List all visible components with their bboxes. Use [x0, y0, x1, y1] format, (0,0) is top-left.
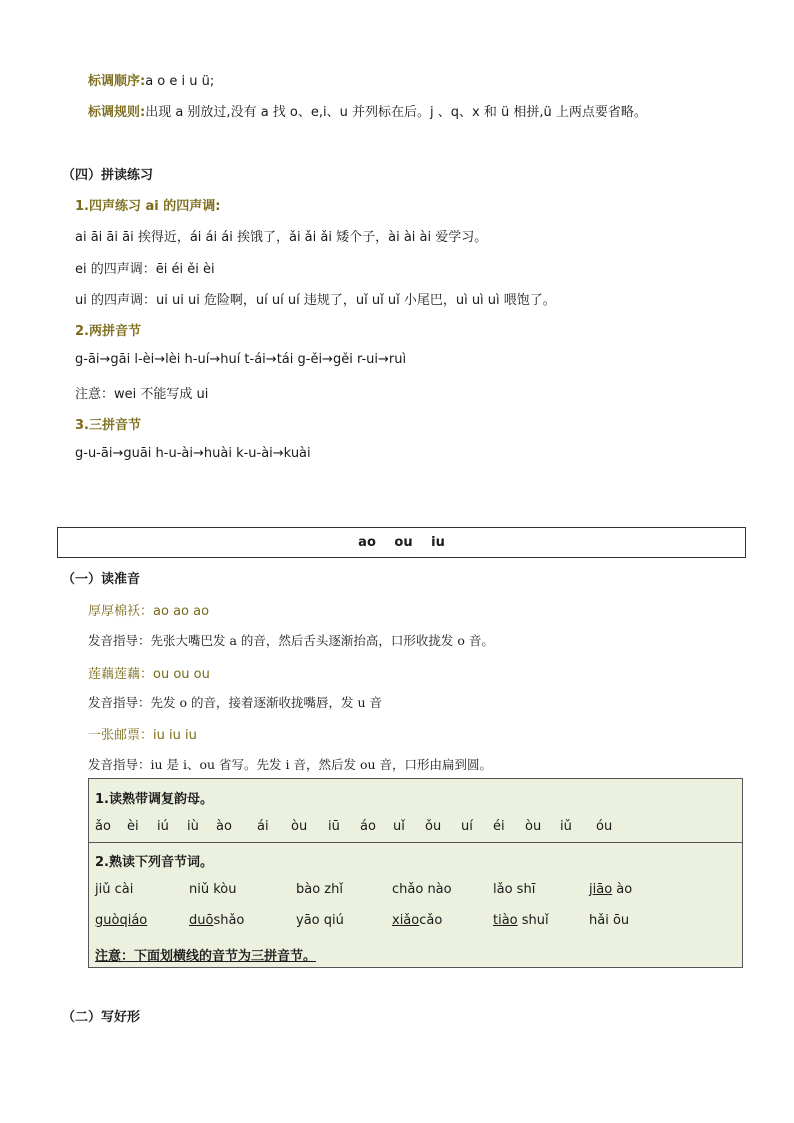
iu-guide: 发音指导：iu 是 i、ou 省写。先发 i 音，然后发 ou 音，口形由扁到圆。: [88, 757, 493, 772]
syllable-first: guò: [95, 913, 120, 928]
syllable-second: qiáo: [119, 913, 148, 928]
tone-final: óu: [596, 819, 613, 834]
tone-final: ǒu: [425, 819, 442, 834]
tone-final: òu: [525, 819, 542, 834]
tone-final: iù: [187, 819, 199, 834]
ei-tones-line: ei 的四声调：ēi éi ěi èi: [75, 262, 215, 277]
syllable-second: cǎo: [419, 913, 443, 928]
lesson-title-box: ao ou iu: [57, 527, 746, 558]
section-heading-write-shapes: （二）写好形: [62, 1010, 141, 1025]
section-heading-practice: （四）拼读练习: [62, 168, 154, 183]
section-heading-read-sounds: （一）读准音: [62, 572, 141, 587]
syllable-second: zhǐ: [320, 882, 343, 897]
syllable-first: lǎo: [493, 882, 513, 897]
two-part-syllables-line: g-āi→gāi l-èi→lèi h-uí→huí t-ái→tái g-ěi→gěi r-ui→ruì: [75, 352, 407, 367]
sub-heading-two-part: 2.两拼音节: [75, 324, 141, 339]
syllable-word: [189, 913, 244, 928]
syllable-first: hǎi: [589, 913, 609, 928]
syllable-word: [392, 882, 452, 897]
ao-label: 厚厚棉袄：: [88, 604, 154, 619]
tone-rule-line: [88, 101, 647, 120]
iu-text: iu iu iu: [153, 728, 197, 743]
syllable-second: cài: [110, 882, 134, 897]
tone-final: uí: [461, 819, 473, 834]
syllable-second: shuǐ: [517, 913, 549, 928]
tone-final: áo: [360, 819, 376, 834]
syllable-first: xiǎo: [392, 913, 420, 928]
syllable-first: jiǔ: [95, 882, 111, 897]
tone-final: uǐ: [393, 819, 405, 834]
ou-label: 莲藕莲藕：: [88, 667, 154, 682]
syllable-word: [392, 913, 442, 928]
tone-order-text: a o e i u ü;: [145, 74, 215, 89]
iu-label: 一张邮票：: [88, 728, 154, 743]
tone-order-label: 标调顺序:: [88, 74, 146, 89]
sub-heading-three-part: 3.三拼音节: [75, 418, 141, 433]
exercise-heading-tones: 1.读熟带调复韵母。: [95, 792, 213, 807]
syllable-second: qiú: [319, 913, 344, 928]
syllable-second: nào: [423, 882, 452, 897]
exercise-box: [88, 778, 743, 968]
tone-final: ái: [257, 819, 269, 834]
syllable-first: chǎo: [392, 882, 424, 897]
ou-text: ou ou ou: [153, 667, 210, 682]
syllable-word: [95, 913, 147, 928]
syllable-word: [95, 882, 133, 897]
sub-heading-four-tones: 1.四声练习 ai 的四声调:: [75, 199, 221, 214]
syllable-first: tiào: [493, 913, 518, 928]
syllable-word: [296, 913, 344, 928]
three-part-syllables-line: g-u-āi→guāi h-u-ài→huài k-u-ài→kuài: [75, 446, 311, 461]
tone-final: iǔ: [560, 819, 572, 834]
syllable-second: kòu: [209, 882, 237, 897]
syllable-first: bào: [296, 882, 321, 897]
ao-text: ao ao ao: [153, 604, 210, 619]
ui-tones-line: ui 的四声调：ui ui ui 危险啊，uí uí uí 违规了，uǐ uǐ uǐ 小尾巴，uì uì uì 喂饱了。: [75, 293, 556, 308]
syllable-word: [493, 913, 549, 928]
syllable-first: niǔ: [189, 882, 210, 897]
exercise-heading-words: 2.熟读下列音节词。: [95, 855, 213, 870]
two-part-note: 注意：wei 不能写成 ui: [75, 387, 209, 402]
ai-tones-line: ai āi āi āi 挨得近，ái ái ái 挨饿了，ǎi ǎi ǎi 矮个子，ài ài ài 爱学习。: [75, 230, 488, 245]
tone-rule-label: 标调规则:: [88, 105, 146, 120]
syllable-first: yāo: [296, 913, 320, 928]
iu-example-line: [88, 724, 197, 743]
syllable-second: shī: [512, 882, 536, 897]
tone-final: éi: [493, 819, 505, 834]
tone-order-line: [88, 70, 214, 89]
ou-guide: 发音指导：先发 o 的音，接着逐渐收拢嘴唇，发 u 音: [88, 695, 382, 710]
ou-example-line: [88, 663, 210, 682]
ao-guide: 发音指导：先张大嘴巴发 a 的音，然后舌头逐渐抬高，口形收拢发 o 音。: [88, 633, 494, 648]
tone-final: iú: [157, 819, 169, 834]
syllable-second: ōu: [608, 913, 630, 928]
tone-final: òu: [291, 819, 308, 834]
ao-example-line: [88, 600, 209, 619]
box-divider: [89, 842, 742, 843]
tone-rule-text: 出现 a 别放过,没有 a 找 o、e,i、u 并列标在后。j 、q、x 和 ü 相拼,ü 上两点要省略。: [145, 105, 647, 120]
tone-final: iū: [328, 819, 340, 834]
syllable-word: [189, 882, 236, 897]
syllable-word: [589, 882, 632, 897]
syllable-second: ào: [612, 882, 633, 897]
syllable-word: [296, 882, 343, 897]
syllable-second: shǎo: [213, 913, 245, 928]
syllable-first: jiāo: [589, 882, 613, 897]
tone-final: ǎo: [95, 819, 111, 834]
tone-final: ào: [216, 819, 232, 834]
syllable-word: [493, 882, 535, 897]
underline-note: 注意：下面划横线的音节为三拼音节。: [95, 949, 317, 964]
syllable-first: duō: [189, 913, 214, 928]
tone-final: èi: [127, 819, 139, 834]
syllable-word: [589, 913, 629, 928]
